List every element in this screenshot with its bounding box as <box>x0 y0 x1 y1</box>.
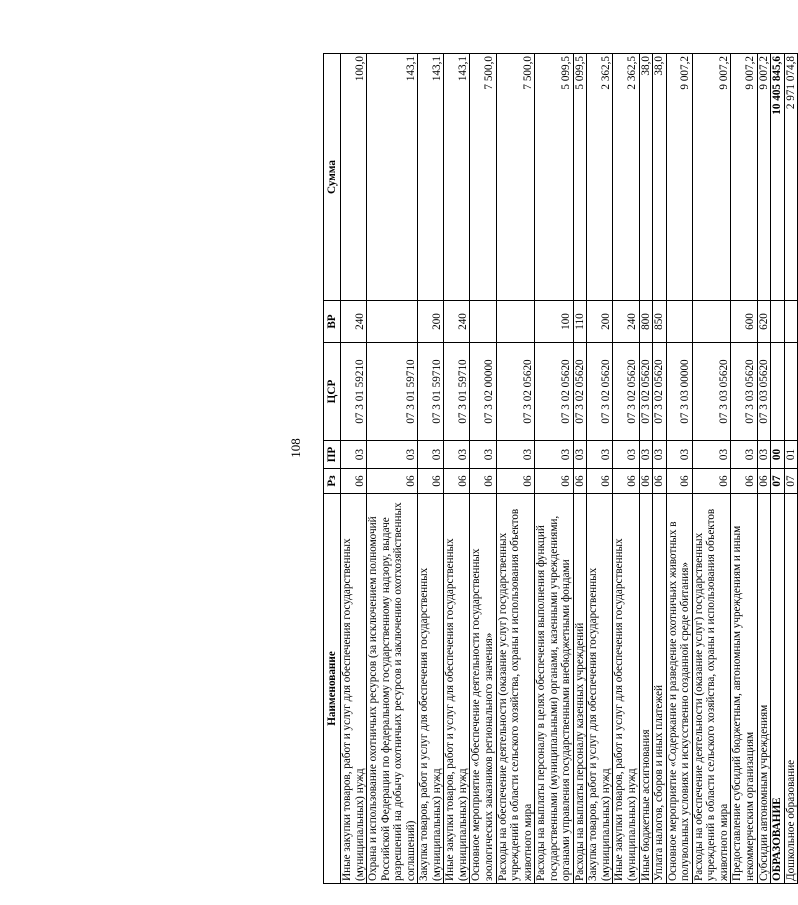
table-row <box>444 54 470 884</box>
cell-pr: 03 <box>341 441 367 469</box>
cell-csr: 07 3 02 05620 <box>613 343 639 441</box>
cell-vr: 110 <box>573 301 587 343</box>
cell-sum: 38,0 <box>639 54 653 301</box>
cell-pr: 01 <box>784 441 798 469</box>
cell-csr <box>784 343 798 441</box>
cell-name: Расходы на выплаты персоналу казенных учреждений <box>573 494 587 884</box>
cell-name: Расходы на обеспечение деятельности (оказание услуг) государственных учреждений в области сельского хозяйства, охраны и использования объектов животного мира <box>692 494 731 884</box>
table-row <box>367 54 418 884</box>
cell-vr: 240 <box>341 301 367 343</box>
cell-sum: 38,0 <box>653 54 667 301</box>
cell-vr <box>666 301 692 343</box>
header-name: Наименование <box>324 494 341 884</box>
cell-rz: 06 <box>418 469 444 494</box>
cell-pr: 03 <box>613 441 639 469</box>
cell-csr <box>771 343 785 441</box>
cell-csr: 07 3 02 05620 <box>653 343 667 441</box>
cell-pr: 03 <box>757 441 771 469</box>
cell-sum: 9 007,2 <box>666 54 692 301</box>
cell-sum: 143,1 <box>367 54 418 301</box>
cell-rz: 06 <box>367 469 418 494</box>
cell-rz: 06 <box>639 469 653 494</box>
cell-csr: 07 3 01 59710 <box>367 343 418 441</box>
cell-pr: 03 <box>444 441 470 469</box>
cell-rz: 06 <box>692 469 731 494</box>
cell-name: Субсидии автономным учреждениям <box>757 494 771 884</box>
cell-name: Охрана и использование охотничьих ресурсов (за исключением полномочий Российской Федерации по федеральному государственному надзору, выдаче разрешений на добычу охотничьих ресурсов и заключению охотхозяйственных соглашений) <box>367 494 418 884</box>
cell-vr <box>470 301 496 343</box>
cell-vr: 240 <box>613 301 639 343</box>
cell-sum: 2 362,5 <box>613 54 639 301</box>
cell-sum: 7 500,0 <box>470 54 496 301</box>
cell-pr: 03 <box>666 441 692 469</box>
cell-csr: 07 3 02 05620 <box>587 343 613 441</box>
cell-sum: 2 971 074,8 <box>784 54 798 301</box>
cell-vr <box>784 301 798 343</box>
table-row <box>587 54 613 884</box>
header-csr: ЦСР <box>324 343 341 441</box>
cell-csr: 07 3 01 59710 <box>418 343 444 441</box>
cell-csr: 07 3 01 59210 <box>341 343 367 441</box>
cell-sum: 10 405 845,6 <box>771 54 785 301</box>
cell-rz: 07 <box>784 469 798 494</box>
cell-rz: 06 <box>731 469 757 494</box>
cell-pr: 03 <box>535 441 574 469</box>
cell-pr: 03 <box>653 441 667 469</box>
page-number: 108 <box>288 438 303 458</box>
table-row <box>470 54 496 884</box>
cell-vr: 240 <box>444 301 470 343</box>
cell-pr: 03 <box>692 441 731 469</box>
cell-name: Дошкольное образование <box>784 494 798 884</box>
table-row <box>496 54 535 884</box>
table-row <box>731 54 757 884</box>
cell-vr: 850 <box>653 301 667 343</box>
cell-rz: 06 <box>444 469 470 494</box>
cell-vr: 600 <box>731 301 757 343</box>
cell-vr: 800 <box>639 301 653 343</box>
cell-name: Предоставление субсидий бюджетным, автономным учреждениям и иным некоммерческим организациям <box>731 494 757 884</box>
cell-rz: 06 <box>653 469 667 494</box>
cell-name: Основное мероприятие «Содержание и разведение охотничьих животных в полувольных условиях и искусственно созданной среде обитания» <box>666 494 692 884</box>
cell-vr: 200 <box>587 301 613 343</box>
cell-csr: 07 3 02 05620 <box>496 343 535 441</box>
cell-sum: 100,0 <box>341 54 367 301</box>
cell-name: Расходы на обеспечение деятельности (оказание услуг) государственных учреждений в области сельского хозяйства, охраны и использования объектов животного мира <box>496 494 535 884</box>
table-row <box>639 54 653 884</box>
cell-rz: 06 <box>613 469 639 494</box>
table-row <box>692 54 731 884</box>
cell-sum: 9 007,2 <box>731 54 757 301</box>
cell-rz: 06 <box>535 469 574 494</box>
cell-sum: 143,1 <box>444 54 470 301</box>
table-row <box>666 54 692 884</box>
table-row <box>535 54 574 884</box>
cell-name: Закупка товаров, работ и услуг для обеспечения государственных (муниципальных) нужд <box>587 494 613 884</box>
cell-pr: 03 <box>587 441 613 469</box>
cell-pr: 00 <box>771 441 785 469</box>
table-header-row <box>324 54 341 884</box>
cell-vr <box>496 301 535 343</box>
cell-vr <box>771 301 785 343</box>
cell-name: Иные закупки товаров, работ и услуг для обеспечения государственных (муниципальных) нужд <box>613 494 639 884</box>
cell-sum: 9 007,2 <box>757 54 771 301</box>
cell-name: Расходы на выплаты персоналу в целях обеспечения выполнения функций государственными (муниципальными) органами, казенными учреждениями, органами управления государственными внебюджетными фондами <box>535 494 574 884</box>
cell-sum: 7 500,0 <box>496 54 535 301</box>
cell-pr: 03 <box>639 441 653 469</box>
table-row <box>784 54 798 884</box>
table-row <box>653 54 667 884</box>
cell-sum: 5 099,5 <box>573 54 587 301</box>
cell-csr: 07 3 02 05620 <box>639 343 653 441</box>
cell-vr: 620 <box>757 301 771 343</box>
cell-rz: 06 <box>757 469 771 494</box>
cell-csr: 07 3 03 05620 <box>731 343 757 441</box>
cell-csr: 07 3 02 05620 <box>535 343 574 441</box>
table-row <box>341 54 367 884</box>
cell-name: Иные закупки товаров, работ и услуг для обеспечения государственных (муниципальных) нужд <box>341 494 367 884</box>
cell-csr: 07 3 03 05620 <box>692 343 731 441</box>
cell-rz: 06 <box>573 469 587 494</box>
cell-pr: 03 <box>573 441 587 469</box>
cell-name: Основное мероприятие «Обеспечение деятельности государственных зоологических заказников регионального значения» <box>470 494 496 884</box>
cell-rz: 06 <box>587 469 613 494</box>
cell-name: Иные закупки товаров, работ и услуг для обеспечения государственных (муниципальных) нужд <box>444 494 470 884</box>
header-vr: ВР <box>324 301 341 343</box>
cell-name: Уплата налогов, сборов и иных платежей <box>653 494 667 884</box>
cell-sum: 143,1 <box>418 54 444 301</box>
cell-csr: 07 3 02 05620 <box>573 343 587 441</box>
cell-vr: 100 <box>535 301 574 343</box>
cell-name: Закупка товаров, работ и услуг для обеспечения государственных (муниципальных) нужд <box>418 494 444 884</box>
cell-rz: 06 <box>666 469 692 494</box>
header-rz: Рз <box>324 469 341 494</box>
table-row <box>757 54 771 884</box>
header-sum: Сумма <box>324 54 341 301</box>
cell-vr: 200 <box>418 301 444 343</box>
cell-pr: 03 <box>418 441 444 469</box>
cell-pr: 03 <box>470 441 496 469</box>
cell-vr <box>692 301 731 343</box>
cell-rz: 07 <box>771 469 785 494</box>
rotated-page-content <box>323 54 798 884</box>
cell-csr: 07 3 02 00000 <box>470 343 496 441</box>
cell-csr: 07 3 01 59710 <box>444 343 470 441</box>
table-row <box>573 54 587 884</box>
cell-sum: 5 099,5 <box>535 54 574 301</box>
cell-csr: 07 3 03 05620 <box>757 343 771 441</box>
cell-csr: 07 3 03 00000 <box>666 343 692 441</box>
cell-rz: 06 <box>470 469 496 494</box>
table-row <box>613 54 639 884</box>
cell-pr: 03 <box>731 441 757 469</box>
budget-table <box>323 53 798 884</box>
cell-rz: 06 <box>341 469 367 494</box>
cell-sum: 2 362,5 <box>587 54 613 301</box>
header-pr: ПР <box>324 441 341 469</box>
table-row <box>771 54 785 884</box>
cell-pr: 03 <box>367 441 418 469</box>
table-row <box>418 54 444 884</box>
cell-name: Иные бюджетные ассигнования <box>639 494 653 884</box>
cell-vr <box>367 301 418 343</box>
cell-name: ОБРАЗОВАНИЕ <box>771 494 785 884</box>
cell-pr: 03 <box>496 441 535 469</box>
cell-rz: 06 <box>496 469 535 494</box>
cell-sum: 9 007,2 <box>692 54 731 301</box>
